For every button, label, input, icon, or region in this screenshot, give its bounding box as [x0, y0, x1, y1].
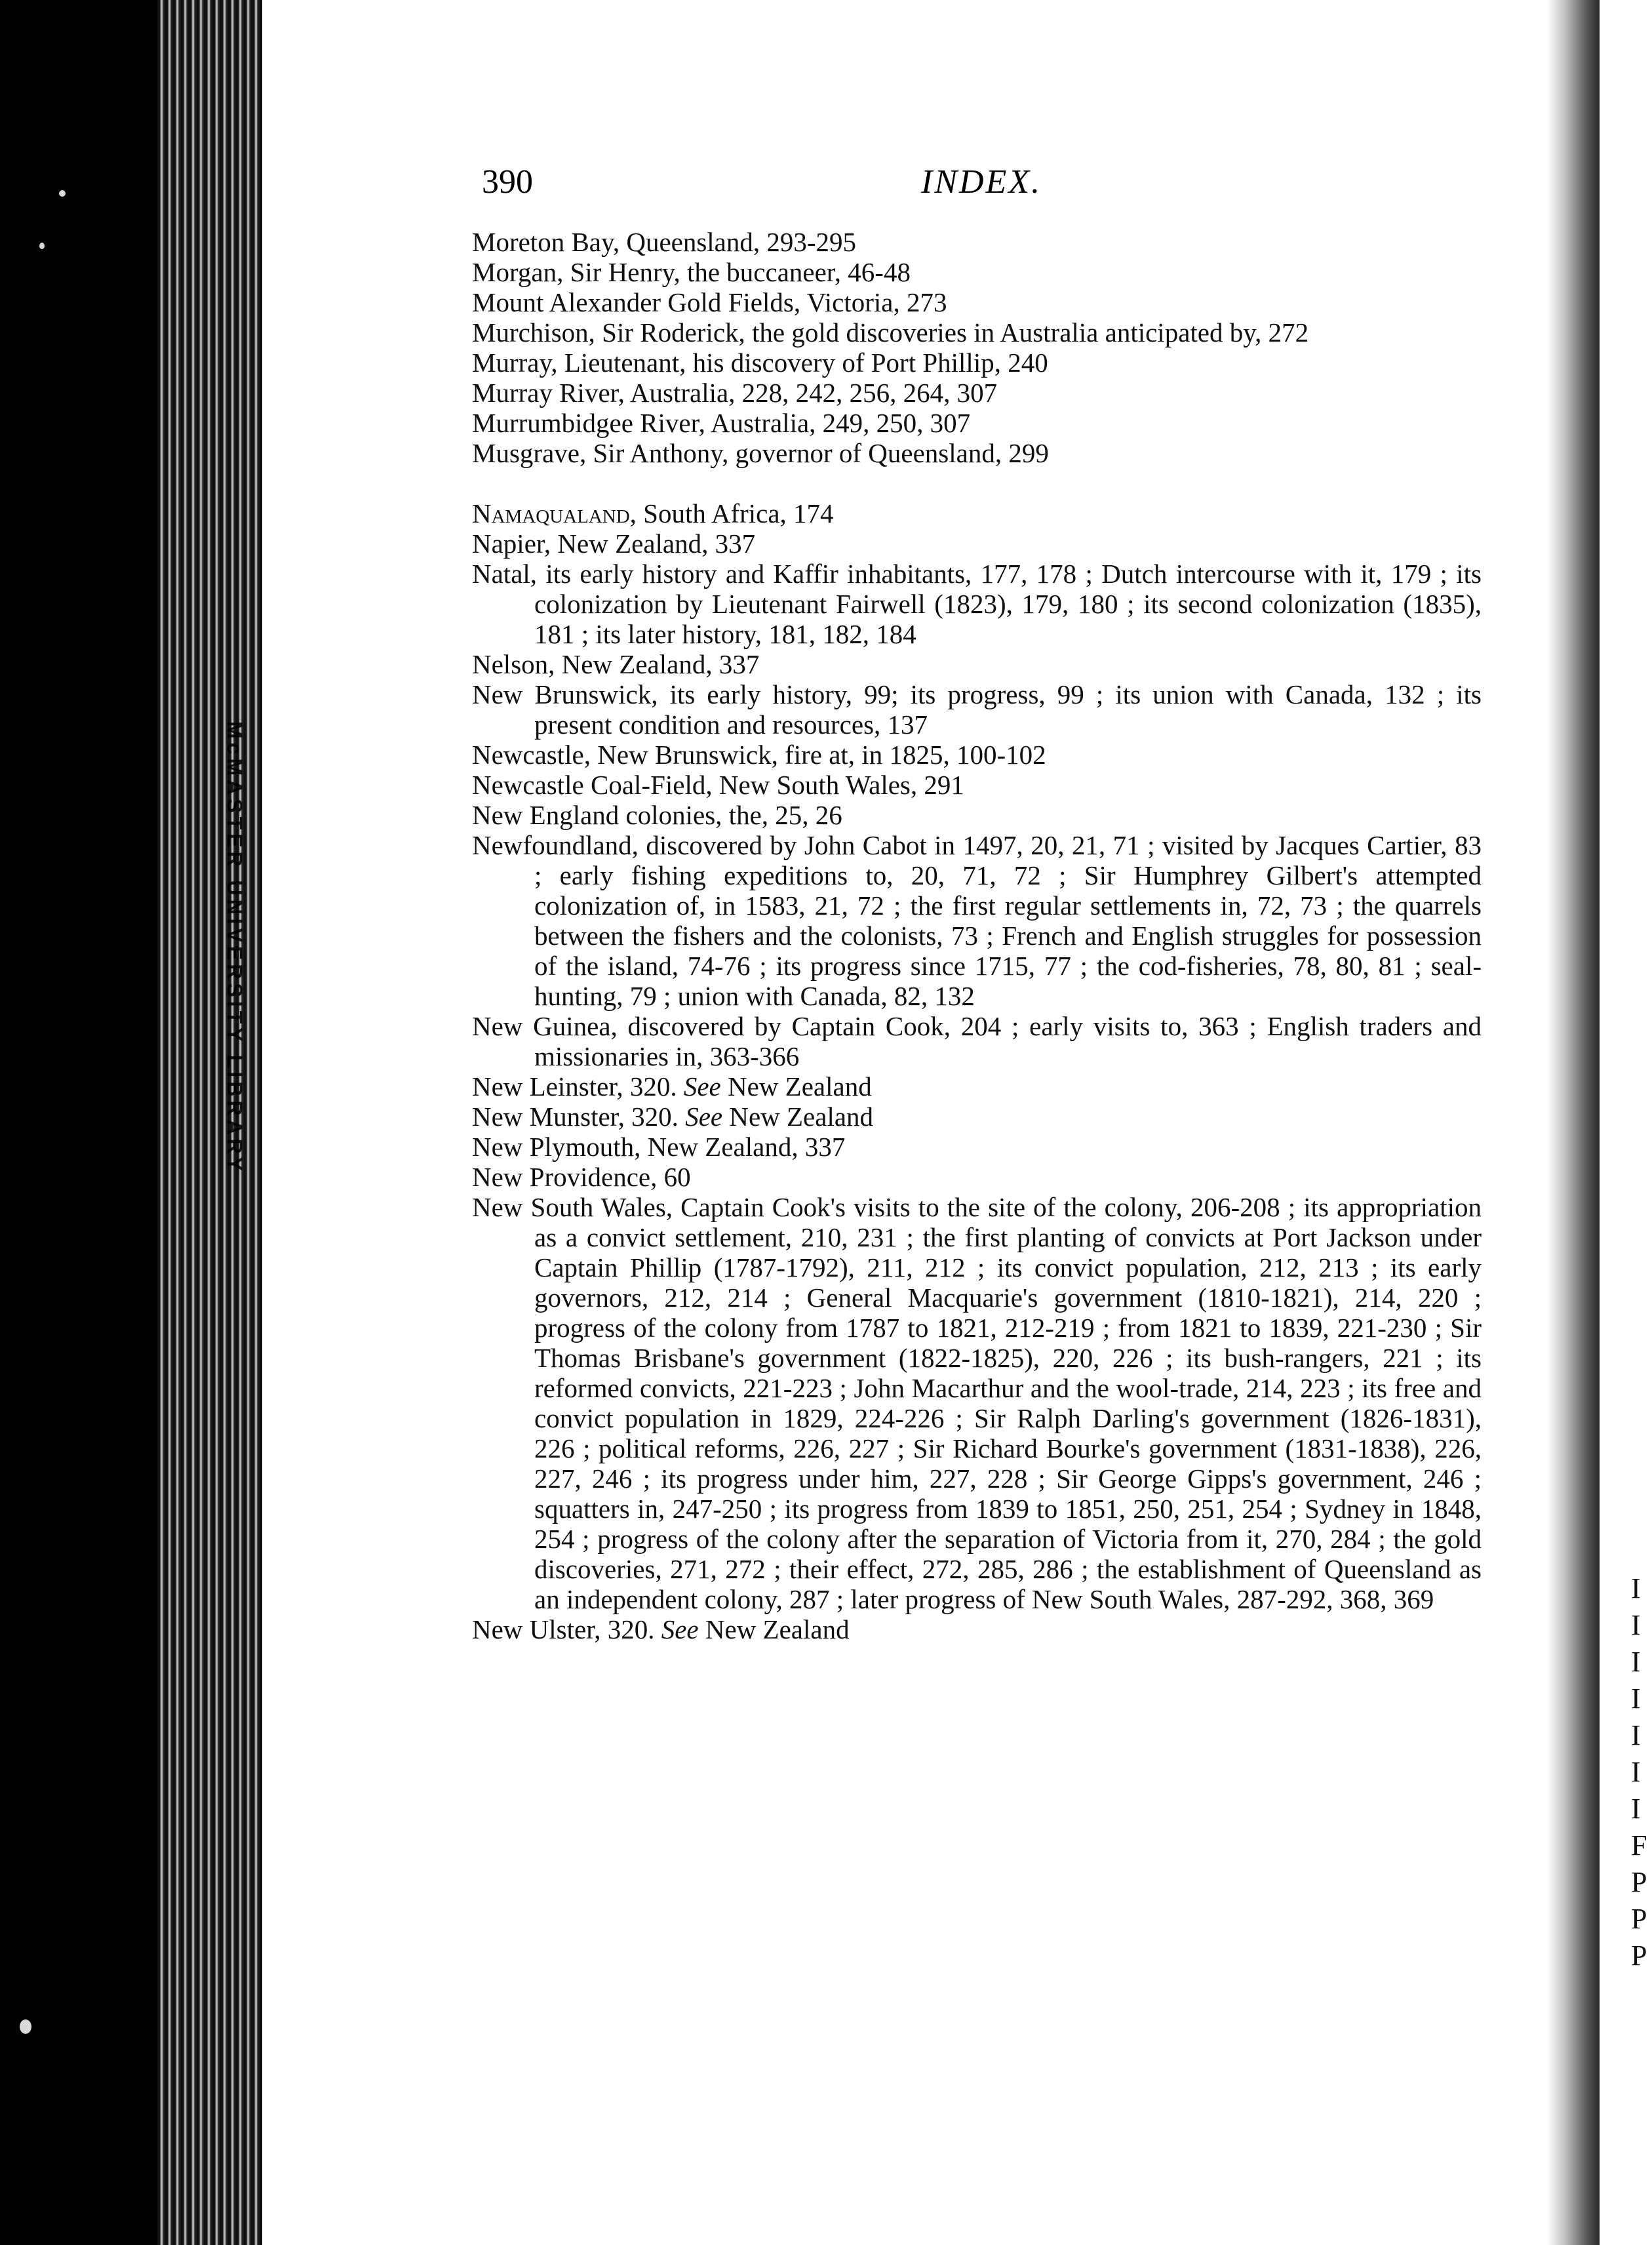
see-reference: See: [661, 1614, 699, 1644]
index-entry: [472, 1011, 1482, 1071]
index-entry: [472, 378, 1482, 408]
see-reference: See: [683, 1071, 721, 1102]
see-reference: See: [685, 1102, 723, 1132]
index-entry: [472, 257, 1482, 287]
index-entry-heading: Namaqualand,: [472, 498, 637, 528]
index-entry-text: Murray River, Australia, 228, 242, 256, 264, 307: [472, 378, 998, 408]
index-entry-text: Napier, New Zealand, 337: [472, 528, 756, 559]
index-entry-text: New Leinster, 320.: [472, 1071, 684, 1102]
index-entry: [472, 528, 1482, 559]
index-entry: [472, 408, 1482, 438]
facing-page-letter: I: [1631, 1793, 1641, 1825]
index-entry: [472, 498, 1482, 528]
index-entry: [472, 770, 1482, 800]
index-entry: [472, 1102, 1482, 1132]
gutter-shadow: [1547, 0, 1600, 2245]
see-reference-target: New Zealand: [722, 1102, 874, 1132]
index-entry-text: Murrumbidgee River, Australia, 249, 250, 307: [472, 408, 971, 438]
index-entry: [472, 830, 1482, 1011]
index-entry: [472, 1614, 1482, 1644]
facing-page-letter: F: [1631, 1829, 1647, 1861]
index-entry: [472, 287, 1482, 317]
facing-page-letter: I: [1631, 1572, 1641, 1604]
see-reference-target: New Zealand: [720, 1071, 872, 1102]
book-page-edges: [157, 0, 269, 2245]
index-entry-text: New South Wales, Captain Cook's visits to the site of the colony, 206-208 ; its appropriation as a convict settlement, 210, 231 ; the first planting of convicts at Port Jackson under Captain Phillip (1787-1792), 211, 212 ; its convict population, 212, 213 ; its early governors, 212, 214 ; General Macquarie's government (1810-1821), 214, 220 ; progress of the colony from 1787 to 1821, 212-219 ; from 1821 to 1839, 221-230 ; Sir Thomas Brisbane's government (1822-1825), 220, 226 ; its bush-rangers, 221 ; its reformed convicts, 221-223 ; John Macarthur and the wool-trade, 214, 223 ; its free and convict population in 1829, 224-226 ; Sir Ralph Darling's government (1826-1831), 226 ; political reforms, 226, 227 ; Sir Richard Bourke's government (1831-1838), 226, 227, 246 ; its progress under him, 227, 228 ; Sir George Gipps's government, 246 ; squatters in, 247-250 ; its progress from 1839 to 1851, 250, 251, 254 ; Sydney in 1848, 254 ; progress of the colony after the separation of Victoria from it, 270, 284 ; the gold discoveries, 271, 272 ; their effect, 272, 285, 286 ; the establishment of Queensland as an independent colony, 287 ; later progress of New South Wales, 287-292, 368, 369: [472, 1192, 1482, 1614]
index-entry-text: Newcastle, New Brunswick, fire at, in 1825, 100-102: [472, 740, 1046, 770]
facing-page-letter: I: [1631, 1756, 1641, 1788]
facing-page-letter: P: [1631, 1903, 1647, 1935]
index-entry-text: New Providence, 60: [472, 1162, 691, 1192]
facing-page-letter: I: [1631, 1682, 1641, 1715]
index-entry-text: Murchison, Sir Roderick, the gold discoveries in Australia anticipated by, 272: [472, 317, 1309, 348]
index-entry-text: Newfoundland, discovered by John Cabot in 1497, 20, 21, 71 ; visited by Jacques Cartier, 83 ; early fishing expeditions to, 20, 71, 72 ; Sir Humphrey Gilbert's attempted colonization of, in 1583, 21, 72 ; the first regular settlements in, 72, 73 ; the quarrels between the fishers and the colonists, 73 ; French and English struggles for possession of the island, 74-76 ; its progress since 1715, 77 ; the cod-fisheries, 78, 80, 81 ; seal-hunting, 79 ; union with Canada, 82, 132: [472, 830, 1482, 1011]
index-entry-text: New Brunswick, its early history, 99; its progress, 99 ; its union with Canada, 132 ; its present condition and resources, 137: [472, 679, 1482, 740]
see-reference-target: New Zealand: [698, 1614, 850, 1644]
facing-page-letter: I: [1631, 1646, 1641, 1678]
facing-page-letters: [1631, 1570, 1652, 1974]
index-entry-text: Morgan, Sir Henry, the buccaneer, 46-48: [472, 257, 911, 287]
index-entry: [472, 800, 1482, 830]
running-title: INDEX.: [921, 163, 1042, 201]
index-entry-text: South Africa, 174: [636, 498, 834, 528]
index-entry-text: Murray, Lieutenant, his discovery of Port Phillip, 240: [472, 348, 1048, 378]
index-entry-text: Mount Alexander Gold Fields, Victoria, 273: [472, 287, 947, 317]
index-entry: [472, 348, 1482, 378]
index-entry-text: Natal, its early history and Kaffir inhabitants, 177, 178 ; Dutch intercourse with it, 179 ; its colonization by Lieutenant Fairwell (1823), 179, 180 ; its second colonization (1835), 181 ; its later history, 181, 182, 184: [472, 559, 1482, 649]
index-entry-text: New England colonies, the, 25, 26: [472, 800, 842, 830]
index-entry: [472, 1132, 1482, 1162]
index-entry: [472, 1162, 1482, 1192]
index-entry: [472, 438, 1482, 468]
page-header: [482, 157, 1334, 210]
scan-speck: [39, 243, 45, 249]
index-entry: [472, 1071, 1482, 1102]
scan-speck: [59, 190, 66, 197]
index-entry: [472, 559, 1482, 649]
index-entry: [472, 1192, 1482, 1614]
scan-speck: [20, 2019, 31, 2034]
scan-speck: [1455, 2183, 1461, 2190]
index-entry-text: Newcastle Coal-Field, New South Wales, 291: [472, 770, 964, 800]
facing-page-letter: P: [1631, 1866, 1647, 1898]
index-entry-text: Nelson, New Zealand, 337: [472, 649, 760, 679]
facing-page-letter: I: [1631, 1609, 1641, 1641]
index-entry: [472, 679, 1482, 740]
index-entry-text: New Ulster, 320.: [472, 1614, 661, 1644]
library-spine-stamp: McMASTER UNIVERSITY LIBRARY: [223, 721, 246, 1175]
index-entry-text: Musgrave, Sir Anthony, governor of Queensland, 299: [472, 438, 1049, 468]
index-entry-text: Moreton Bay, Queensland, 293-295: [472, 227, 857, 257]
facing-page-letter: P: [1631, 1939, 1647, 1972]
index-entry-text: New Guinea, discovered by Captain Cook, 204 ; early visits to, 363 ; English traders and missionaries in, 363-366: [472, 1011, 1482, 1071]
index-entry: [472, 317, 1482, 348]
index-entry-text: New Plymouth, New Zealand, 337: [472, 1132, 846, 1162]
index-entry: [472, 740, 1482, 770]
index-entry: [472, 649, 1482, 679]
facing-page-letter: I: [1631, 1719, 1641, 1751]
index-entry-text: New Munster, 320.: [472, 1102, 686, 1132]
index-entry: [472, 227, 1482, 257]
page-number: 390: [482, 163, 533, 201]
index-entry-list: [472, 227, 1482, 1644]
